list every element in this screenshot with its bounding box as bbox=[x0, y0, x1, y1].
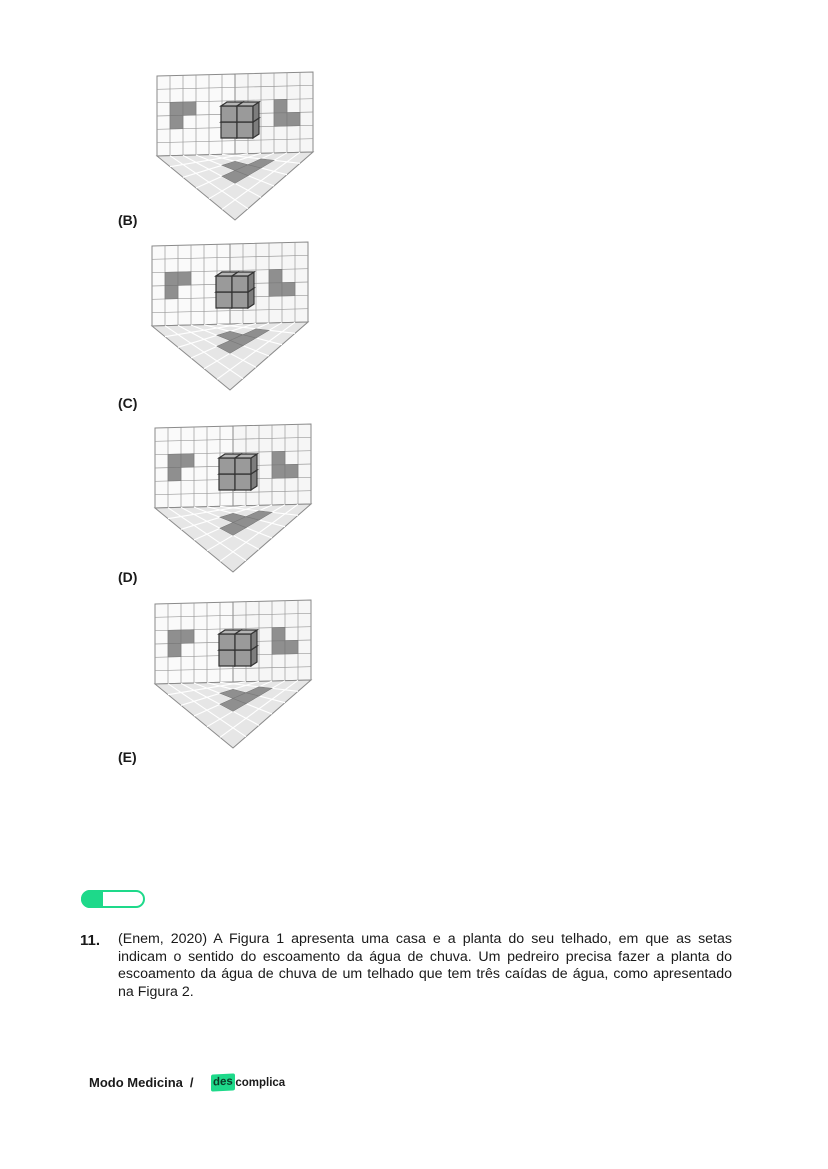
option-label-d: (D) bbox=[118, 569, 138, 585]
option-label-c: (C) bbox=[118, 395, 138, 411]
footer-separator: / bbox=[189, 1075, 194, 1090]
descomplica-logo bbox=[211, 1074, 286, 1091]
option-label-e: (E) bbox=[118, 749, 137, 765]
figure-option-c bbox=[153, 422, 315, 580]
isometric-room-figure bbox=[150, 240, 312, 406]
toggle-knob bbox=[81, 890, 103, 908]
figure-option-a bbox=[155, 70, 317, 222]
question-marker-toggle bbox=[81, 890, 145, 908]
footer bbox=[89, 1074, 285, 1091]
isometric-room-figure bbox=[155, 70, 317, 222]
question-number: 11. bbox=[80, 932, 101, 949]
option-label-b: (B) bbox=[118, 212, 138, 228]
question-text: (Enem, 2020) A Figura 1 apresenta uma casa e a planta do seu telhado, em que as setas indicam o sentido do escoamento da água de chuva. Um pedreiro precisa fazer a planta do escoamento da água de chuva de um telhado que tem três caídas de água, como apresentado na Figura 2. bbox=[118, 931, 732, 1000]
isometric-room-figure bbox=[153, 422, 315, 580]
logo-rest: complica bbox=[235, 1076, 286, 1089]
figure-option-b bbox=[150, 240, 312, 406]
footer-brand: Modo Medicina bbox=[89, 1075, 183, 1090]
logo-highlight: des bbox=[211, 1073, 235, 1091]
figure-option-d bbox=[153, 598, 315, 762]
isometric-room-figure bbox=[153, 598, 315, 762]
